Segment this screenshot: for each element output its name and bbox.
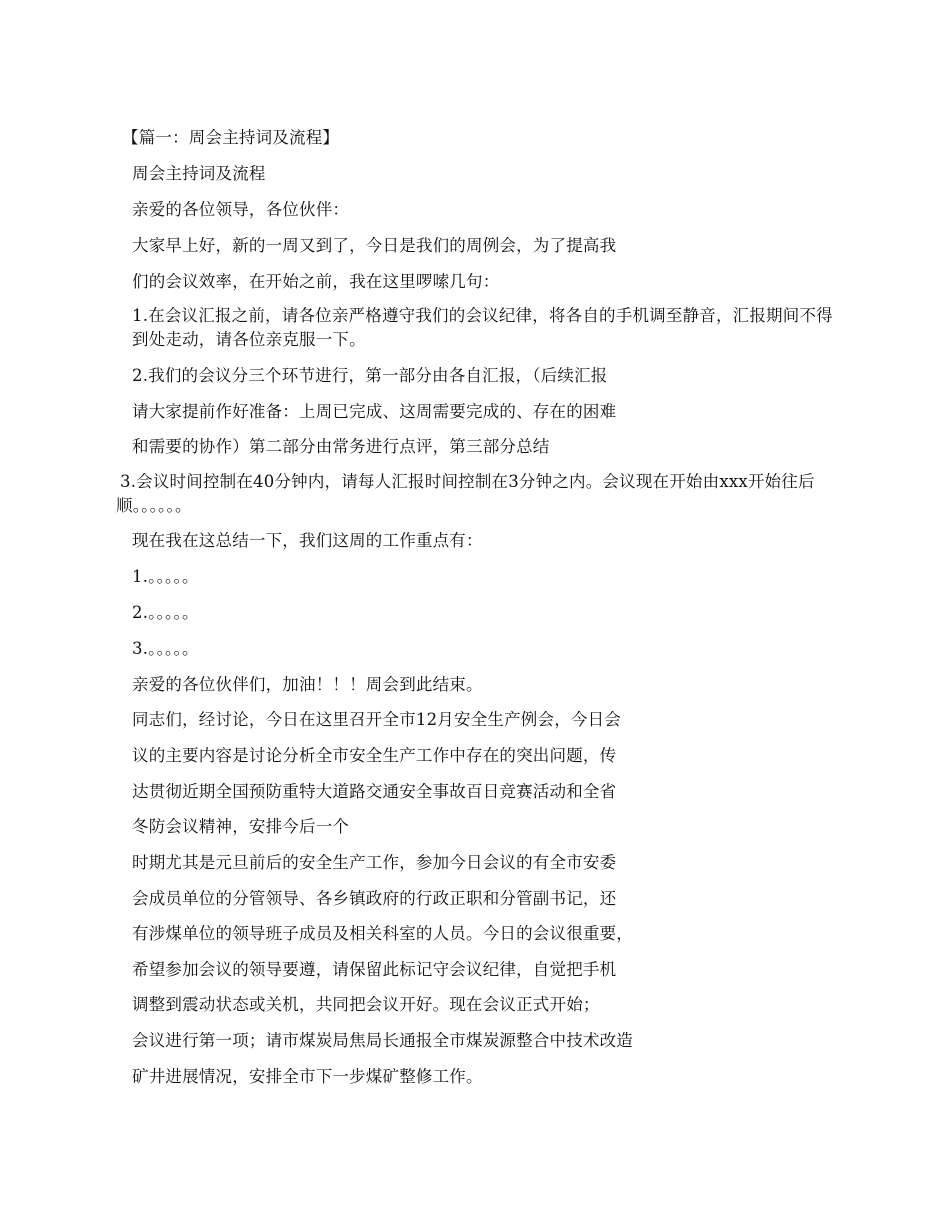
paragraph-line: 同志们，经讨论，今日在这里召开全市12月安全生产例会，今日会 (132, 710, 621, 729)
agenda-item-2-line: 请大家提前作好准备：上周已完成、这周需要完成的、存在的困难 (132, 402, 617, 421)
paragraph-line: 会议进行第一项；请市煤炭局焦局长通报全市煤炭源整合中技术改造 (132, 1031, 633, 1050)
paragraph-line: 矿井进展情况，安排全市下一步煤矿整修工作。 (132, 1067, 483, 1086)
paragraph-line: 有涉煤单位的领导班子成员及相关科室的人员。今日的会议很重要， (132, 924, 633, 943)
section-heading: 【篇一：周会主持词及流程】 (122, 128, 340, 147)
summary-point: 2.。。。。。 (132, 603, 199, 622)
paragraph-line: 议的主要内容是讨论分析全市安全生产工作中存在的突出问题，传 (132, 746, 617, 765)
agenda-item-2-line: 2.我们的会议分三个环节进行，第一部分由各自汇报，（后续汇报 (132, 366, 608, 385)
paragraph-line: 大家早上好，新的一周又到了，今日是我们的周例会，为了提高我 (132, 236, 617, 255)
greeting-line: 亲爱的各位领导，各位伙伴： (132, 200, 350, 219)
agenda-item-1: 1.在会议汇报之前，请各位亲严格遵守我们的会议纪律，将各自的手机调至静音，汇报期间不得到处走动，请各位亲克服一下。 (132, 306, 833, 349)
paragraph-line: 达贯彻近期全国预防重特大道路交通安全事故百日竞赛活动和全省 (132, 782, 617, 801)
summary-intro: 现在我在这总结一下，我们这周的工作重点有： (132, 531, 483, 550)
paragraph-line: 时期尤其是元旦前后的安全生产工作，参加今日会议的有全市安委 (132, 853, 617, 872)
summary-point: 3.。。。。。 (132, 639, 199, 658)
paragraph-line: 会成员单位的分管领导、各乡镇政府的行政正职和分管副书记，还 (132, 889, 617, 908)
paragraph-line: 调整到震动状态或关机，共同把会议开好。现在会议正式开始； (132, 995, 600, 1014)
paragraph-line: 们的会议效率，在开始之前，我在这里啰嗦几句： (132, 272, 500, 291)
agenda-item-3: 3.会议时间控制在40分钟内，请每人汇报时间控制在3分钟之内。会议现在开始由xxx开始往后顺。。。。。。 (116, 472, 815, 515)
summary-point: 1.。。。。。 (132, 567, 199, 586)
paragraph-line: 冬防会议精神，安排今后一个 (132, 817, 350, 836)
closing-line: 亲爱的各位伙伴们，加油！！！周会到此结束。 (132, 675, 483, 694)
doc-title: 周会主持词及流程 (132, 164, 266, 183)
paragraph-line: 希望参加会议的领导要遵，请保留此标记守会议纪律，自觉把手机 (132, 960, 617, 979)
agenda-item-2-line: 和需要的协作）第二部分由常务进行点评，第三部分总结 (132, 437, 550, 456)
